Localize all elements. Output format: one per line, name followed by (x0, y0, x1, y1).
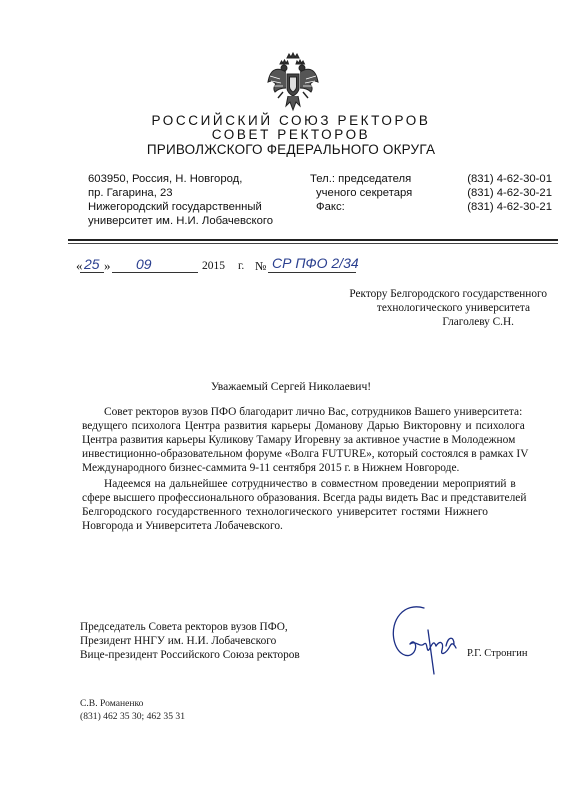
org-name-line-1: РОССИЙСКИЙ СОЮЗ РЕКТОРОВ (151, 113, 431, 128)
date-open-quote: « (76, 258, 83, 273)
date-day-underline (80, 272, 104, 273)
date-month-underline (112, 272, 198, 273)
date-month: 09 (136, 256, 152, 272)
signatory-line-1: Председатель Совета ректоров вузов ПФО, (80, 621, 288, 633)
date-year-suffix: г. (238, 260, 245, 272)
contact-value-chair: (831) 4-62-30-01 (467, 173, 552, 185)
executor-name: С.В. Романенко (80, 698, 144, 709)
address-line-3: Нижегородский государственный (88, 201, 262, 213)
executor-phone: (831) 462 35 30; 462 35 31 (80, 711, 185, 722)
paragraph-1-line-1: Совет ректоров вузов ПФО благодарит лично Вас, сотрудников Вашего университета: (104, 406, 523, 418)
paragraph-1-line-2: ведущего психолога Центра развития карьеры Доманову Дарью Викторовну и психолога (82, 420, 525, 432)
header-divider-thin (68, 243, 558, 244)
handwritten-signature-icon (384, 600, 464, 676)
paragraph-1-line-5: Международного бизнес-саммита 9-11 сентября 2015 г. в Нижнем Новгороде. (82, 462, 460, 474)
signer-name: Р.Г. Стронгин (467, 648, 528, 659)
paragraph-2-line-3: Белгородского государственного технологического университет гостями Нижнего (82, 506, 488, 518)
signatory-line-3: Вице-президент Российского Союза ректоров (80, 649, 300, 661)
address-line-2: пр. Гагарина, 23 (88, 187, 173, 199)
contact-label-chair: Тел.: председателя (310, 173, 412, 185)
contact-value-fax: (831) 4-62-30-21 (467, 201, 552, 213)
doc-number: СР ПФО 2/34 (272, 255, 359, 271)
recipient-line-1: Ректору Белгородского государственного (349, 288, 547, 300)
org-name-line-3: ПРИВОЛЖСКОГО ФЕДЕРАЛЬНОГО ОКРУГА (146, 142, 436, 157)
contact-label-secretary: ученого секретаря (316, 187, 413, 199)
contact-value-secretary: (831) 4-62-30-21 (467, 187, 552, 199)
recipient-line-3: Глаголеву С.Н. (442, 316, 514, 328)
contact-label-fax: Факс: (316, 201, 345, 213)
paragraph-2-line-4: Новгорода и Университета Лобачевского. (82, 520, 283, 532)
paragraph-2-line-1: Надеемся на дальнейшее сотрудничество в совместном проведении мероприятий в (104, 478, 516, 490)
double-headed-eagle-emblem-icon (266, 52, 320, 114)
signatory-line-2: Президент ННГУ им. Н.И. Лобачевского (80, 635, 277, 647)
paragraph-1-line-4: инвестиционно-образовательном форуме «Волга FUTURE», который состоялся в рамках IV (82, 448, 529, 460)
greeting: Уважаемый Сергей Николаевич! (210, 380, 372, 393)
date-day: 25 (84, 256, 100, 272)
doc-number-underline (268, 272, 356, 273)
header-divider-thick (68, 239, 558, 241)
paragraph-2-line-2: сфере высшего профессионального образования. Всегда рады видеть Вас и представителей (82, 492, 527, 504)
date-year: 2015 (202, 260, 225, 272)
recipient-line-2: технологического университета (376, 302, 530, 314)
address-line-4: университет им. Н.И. Лобачевского (88, 215, 274, 227)
paragraph-1-line-3: Центра развития карьеры Куликову Тамару Игоревну за активное участие в Молодежном (82, 434, 516, 446)
org-name-line-2: СОВЕТ РЕКТОРОВ (211, 127, 371, 142)
address-line-1: 603950, Россия, Н. Новгород, (88, 173, 243, 185)
date-close-quote: » (104, 258, 111, 273)
doc-number-sign: № (255, 259, 267, 273)
